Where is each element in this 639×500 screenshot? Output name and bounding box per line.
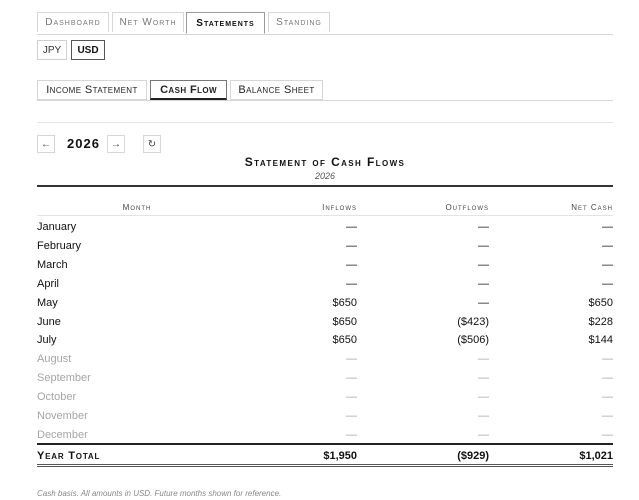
tab-income-statement[interactable]: Income Statement	[37, 80, 147, 100]
tab-balance-sheet[interactable]: Balance Sheet	[230, 80, 323, 100]
table-row	[0, 387, 639, 406]
row-inflows: —	[346, 277, 357, 290]
row-net-cash: —	[602, 391, 613, 404]
table-row	[0, 255, 639, 274]
row-month: March	[37, 258, 68, 271]
row-outflows: ($506)	[457, 334, 489, 347]
row-month: May	[37, 296, 58, 309]
table-row	[0, 406, 639, 425]
row-outflows: —	[478, 391, 489, 404]
section-divider	[37, 122, 613, 123]
row-month: April	[37, 277, 60, 290]
total-outflows: ($929)	[457, 450, 489, 462]
row-inflows: —	[346, 258, 357, 271]
total-inflows: $1,950	[323, 450, 357, 462]
row-net-cash: —	[602, 428, 613, 441]
row-net-cash: $144	[588, 334, 613, 347]
row-month: October	[37, 391, 77, 404]
row-net-cash: —	[602, 410, 613, 422]
row-outflows: —	[478, 296, 489, 309]
row-net-cash: —	[602, 277, 613, 290]
refresh-icon: ↻	[147, 138, 157, 150]
main-tab-bar	[37, 12, 613, 35]
row-net-cash: $228	[588, 315, 613, 328]
row-net-cash: $650	[588, 296, 613, 309]
row-outflows: —	[478, 258, 489, 271]
row-outflows: —	[478, 372, 489, 385]
statement-tab-bar	[37, 80, 613, 101]
footnote: Cash basis. All amounts in USD. Future months shown for reference.	[37, 489, 282, 498]
table-row	[0, 330, 639, 349]
row-outflows: ($423)	[457, 315, 489, 328]
total-label: Year Total	[37, 450, 101, 462]
arrow-left-icon: ←	[41, 138, 51, 150]
row-outflows: —	[478, 277, 489, 290]
row-inflows: —	[346, 428, 357, 441]
header-rule	[37, 215, 613, 216]
row-month: June	[37, 315, 61, 328]
total-double-rule-bottom	[37, 466, 613, 467]
total-net-cash: $1,021	[579, 450, 613, 462]
row-inflows: $650	[332, 334, 357, 347]
statement-title: Statement of Cash Flows	[244, 155, 406, 169]
row-inflows: —	[346, 372, 357, 385]
row-outflows: —	[478, 221, 489, 233]
year-label: 2026	[67, 136, 100, 151]
header-inflows: Inflows	[322, 203, 357, 212]
row-inflows: —	[346, 410, 357, 422]
tab-dashboard[interactable]: Dashboard	[37, 12, 109, 32]
prev-year-button[interactable]	[37, 135, 55, 153]
row-net-cash: —	[602, 372, 613, 385]
row-net-cash: —	[602, 353, 613, 366]
table-row	[0, 368, 639, 387]
row-net-cash: —	[602, 221, 613, 233]
tab-net-worth[interactable]: Net Worth	[112, 12, 184, 32]
tab-cash-flow[interactable]: Cash Flow	[150, 80, 227, 100]
row-inflows: —	[346, 239, 357, 252]
statement-subtitle: 2026	[314, 171, 336, 181]
table-row	[0, 217, 639, 236]
row-outflows: —	[478, 353, 489, 366]
table-row	[0, 425, 639, 444]
row-month: January	[37, 221, 77, 233]
reset-year-button[interactable]	[143, 135, 161, 153]
tab-standing[interactable]: Standing	[268, 12, 330, 32]
row-inflows: —	[346, 353, 357, 366]
table-row	[0, 349, 639, 368]
table-row	[0, 274, 639, 293]
row-month: December	[37, 428, 88, 441]
row-inflows: —	[346, 391, 357, 404]
row-inflows: $650	[332, 315, 357, 328]
currency-usd-button[interactable]: USD	[71, 40, 105, 60]
tab-statements[interactable]: Statements	[186, 12, 265, 34]
row-month: August	[37, 353, 72, 366]
row-inflows: —	[346, 221, 357, 233]
row-outflows: —	[478, 239, 489, 252]
table-row	[0, 293, 639, 312]
table-row	[0, 312, 639, 331]
row-outflows: —	[478, 428, 489, 441]
next-year-button[interactable]	[107, 135, 125, 153]
row-month: November	[37, 410, 88, 422]
row-inflows: $650	[332, 296, 357, 309]
total-top-rule	[37, 443, 613, 445]
currency-jpy-button[interactable]: JPY	[37, 40, 67, 60]
header-outflows: Outflows	[445, 203, 489, 212]
arrow-right-icon: →	[111, 138, 121, 150]
table-top-rule	[37, 185, 613, 187]
row-month: September	[37, 372, 91, 385]
table-row	[0, 236, 639, 255]
row-net-cash: —	[602, 258, 613, 271]
row-outflows: —	[478, 410, 489, 422]
header-net-cash: Net Cash	[571, 203, 613, 212]
header-month: Month	[122, 203, 152, 212]
row-month: February	[37, 239, 82, 252]
row-net-cash: —	[602, 239, 613, 252]
total-double-rule-top	[37, 464, 613, 465]
row-month: July	[37, 334, 57, 347]
